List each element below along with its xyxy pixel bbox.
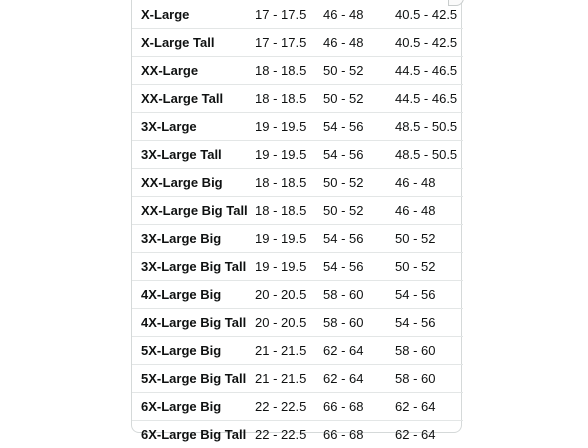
neck-cell: 17 - 17.5 [255, 1, 323, 29]
table-row [132, 309, 463, 337]
sleeve-cell: 54 - 56 [395, 309, 463, 337]
chest-cell: 54 - 56 [323, 141, 395, 169]
neck-cell: 18 - 18.5 [255, 85, 323, 113]
neck-cell: 19 - 19.5 [255, 253, 323, 281]
neck-cell: 21 - 21.5 [255, 365, 323, 393]
neck-cell: 20 - 20.5 [255, 281, 323, 309]
chest-cell: 50 - 52 [323, 197, 395, 225]
chest-cell: 62 - 64 [323, 337, 395, 365]
sleeve-cell: 44.5 - 46.5 [395, 85, 463, 113]
table-row [132, 281, 463, 309]
chest-cell: 62 - 64 [323, 365, 395, 393]
chest-cell: 54 - 56 [323, 225, 395, 253]
chest-cell: 66 - 68 [323, 393, 395, 421]
neck-cell: 18 - 18.5 [255, 169, 323, 197]
size-cell: 3X-Large Big Tall [132, 253, 255, 281]
size-cell: 5X-Large Big Tall [132, 365, 255, 393]
size-chart-body [132, 1, 463, 448]
table-row [132, 141, 463, 169]
neck-cell: 20 - 20.5 [255, 309, 323, 337]
table-row [132, 113, 463, 141]
neck-cell: 22 - 22.5 [255, 393, 323, 421]
sleeve-cell: 46 - 48 [395, 197, 463, 225]
size-cell: XX-Large Big Tall [132, 197, 255, 225]
table-row [132, 197, 463, 225]
neck-cell: 19 - 19.5 [255, 141, 323, 169]
table-row [132, 225, 463, 253]
size-cell: XX-Large Tall [132, 85, 255, 113]
sleeve-cell: 62 - 64 [395, 393, 463, 421]
table-row [132, 253, 463, 281]
sleeve-cell: 46 - 48 [395, 169, 463, 197]
sleeve-cell: 50 - 52 [395, 253, 463, 281]
neck-cell: 18 - 18.5 [255, 197, 323, 225]
sleeve-cell: 48.5 - 50.5 [395, 141, 463, 169]
size-chart-table [132, 1, 463, 448]
size-cell: 3X-Large Tall [132, 141, 255, 169]
sleeve-cell: 44.5 - 46.5 [395, 57, 463, 85]
size-cell: X-Large Tall [132, 29, 255, 57]
chest-cell: 58 - 60 [323, 281, 395, 309]
sleeve-cell: 58 - 60 [395, 337, 463, 365]
chest-cell: 46 - 48 [323, 29, 395, 57]
size-cell: 6X-Large Big Tall [132, 421, 255, 448]
sleeve-cell: 58 - 60 [395, 365, 463, 393]
size-cell: 5X-Large Big [132, 337, 255, 365]
sleeve-cell: 62 - 64 [395, 421, 463, 448]
table-row [132, 393, 463, 421]
size-cell: XX-Large [132, 57, 255, 85]
neck-cell: 21 - 21.5 [255, 337, 323, 365]
neck-cell: 19 - 19.5 [255, 113, 323, 141]
table-row [132, 337, 463, 365]
table-row [132, 169, 463, 197]
chest-cell: 66 - 68 [323, 421, 395, 448]
size-cell: 4X-Large Big [132, 281, 255, 309]
size-cell: 3X-Large Big [132, 225, 255, 253]
size-chart-panel[interactable] [131, 0, 462, 433]
size-cell: 3X-Large [132, 113, 255, 141]
table-row [132, 421, 463, 448]
table-row [132, 29, 463, 57]
table-row [132, 85, 463, 113]
neck-cell: 19 - 19.5 [255, 225, 323, 253]
size-cell: X-Large [132, 1, 255, 29]
sleeve-cell: 48.5 - 50.5 [395, 113, 463, 141]
table-row [132, 365, 463, 393]
chest-cell: 50 - 52 [323, 57, 395, 85]
size-cell: 6X-Large Big [132, 393, 255, 421]
chest-cell: 58 - 60 [323, 309, 395, 337]
neck-cell: 18 - 18.5 [255, 57, 323, 85]
sleeve-cell: 40.5 - 42.5 [395, 29, 463, 57]
chest-cell: 46 - 48 [323, 1, 395, 29]
table-row [132, 57, 463, 85]
chest-cell: 54 - 56 [323, 113, 395, 141]
chest-cell: 50 - 52 [323, 169, 395, 197]
neck-cell: 17 - 17.5 [255, 29, 323, 57]
sleeve-cell: 50 - 52 [395, 225, 463, 253]
chest-cell: 54 - 56 [323, 253, 395, 281]
table-row [132, 1, 463, 29]
chest-cell: 50 - 52 [323, 85, 395, 113]
size-cell: 4X-Large Big Tall [132, 309, 255, 337]
sleeve-cell: 54 - 56 [395, 281, 463, 309]
sleeve-cell: 40.5 - 42.5 [395, 1, 463, 29]
size-cell: XX-Large Big [132, 169, 255, 197]
neck-cell: 22 - 22.5 [255, 421, 323, 448]
